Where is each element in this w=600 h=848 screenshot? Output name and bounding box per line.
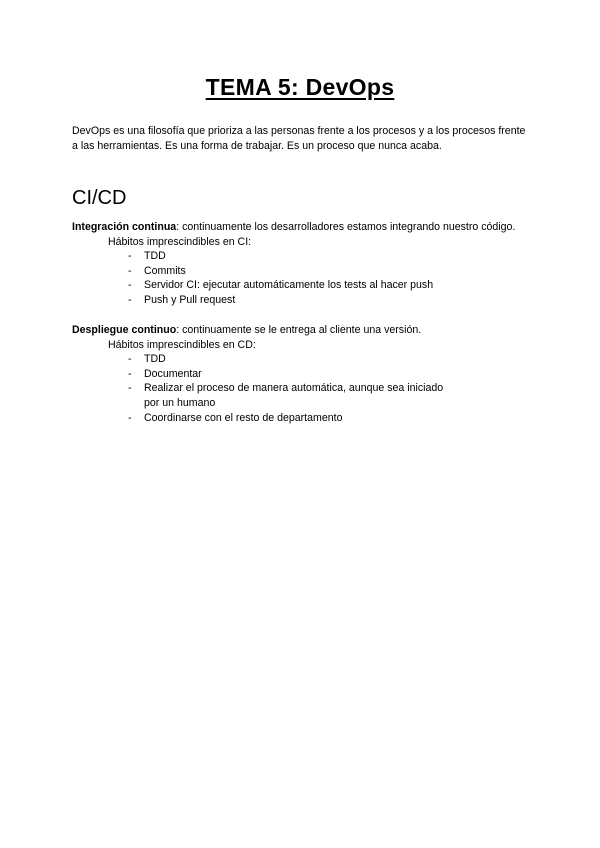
list-item: - Documentar — [128, 367, 458, 382]
cd-term: Despliegue continuo — [72, 324, 177, 336]
ci-habits-label: Hábitos imprescindibles en CI: — [108, 235, 252, 248]
ci-section — [72, 220, 532, 308]
ci-habits-list — [72, 249, 532, 307]
list-item: - TDD — [128, 249, 532, 264]
document-title: TEMA 5: DevOps — [205, 74, 395, 100]
cd-habits-label: Hábitos imprescindibles en CD: — [108, 338, 256, 351]
ci-term: Integración continua — [72, 221, 177, 233]
list-item: - TDD — [128, 352, 458, 367]
cd-definition — [72, 323, 532, 338]
list-item: - Servidor CI: ejecutar automáticamente los tests al hacer push — [128, 278, 532, 293]
ci-definition — [72, 220, 532, 235]
list-item: - Commits — [128, 264, 532, 279]
list-item: - Push y Pull request — [128, 293, 532, 308]
section-heading-cicd: CI/CD — [72, 187, 127, 209]
cd-habits-list — [72, 352, 458, 425]
cd-definition-text: : continuamente se le entrega al cliente una versión. — [176, 324, 422, 336]
list-item: - Realizar el proceso de manera automática, aunque sea iniciado por un humano — [128, 381, 458, 410]
intro-paragraph: DevOps es una filosofía que prioriza a las personas frente a los procesos y a los procesos frente a las herramientas. Es una forma de trabajar. Es un proceso que nunca acaba. — [72, 125, 526, 152]
ci-definition-text: : continuamente los desarrolladores estamos integrando nuestro código. — [176, 221, 516, 233]
cd-section — [72, 323, 532, 425]
list-item: - Coordinarse con el resto de departamento — [128, 411, 458, 426]
